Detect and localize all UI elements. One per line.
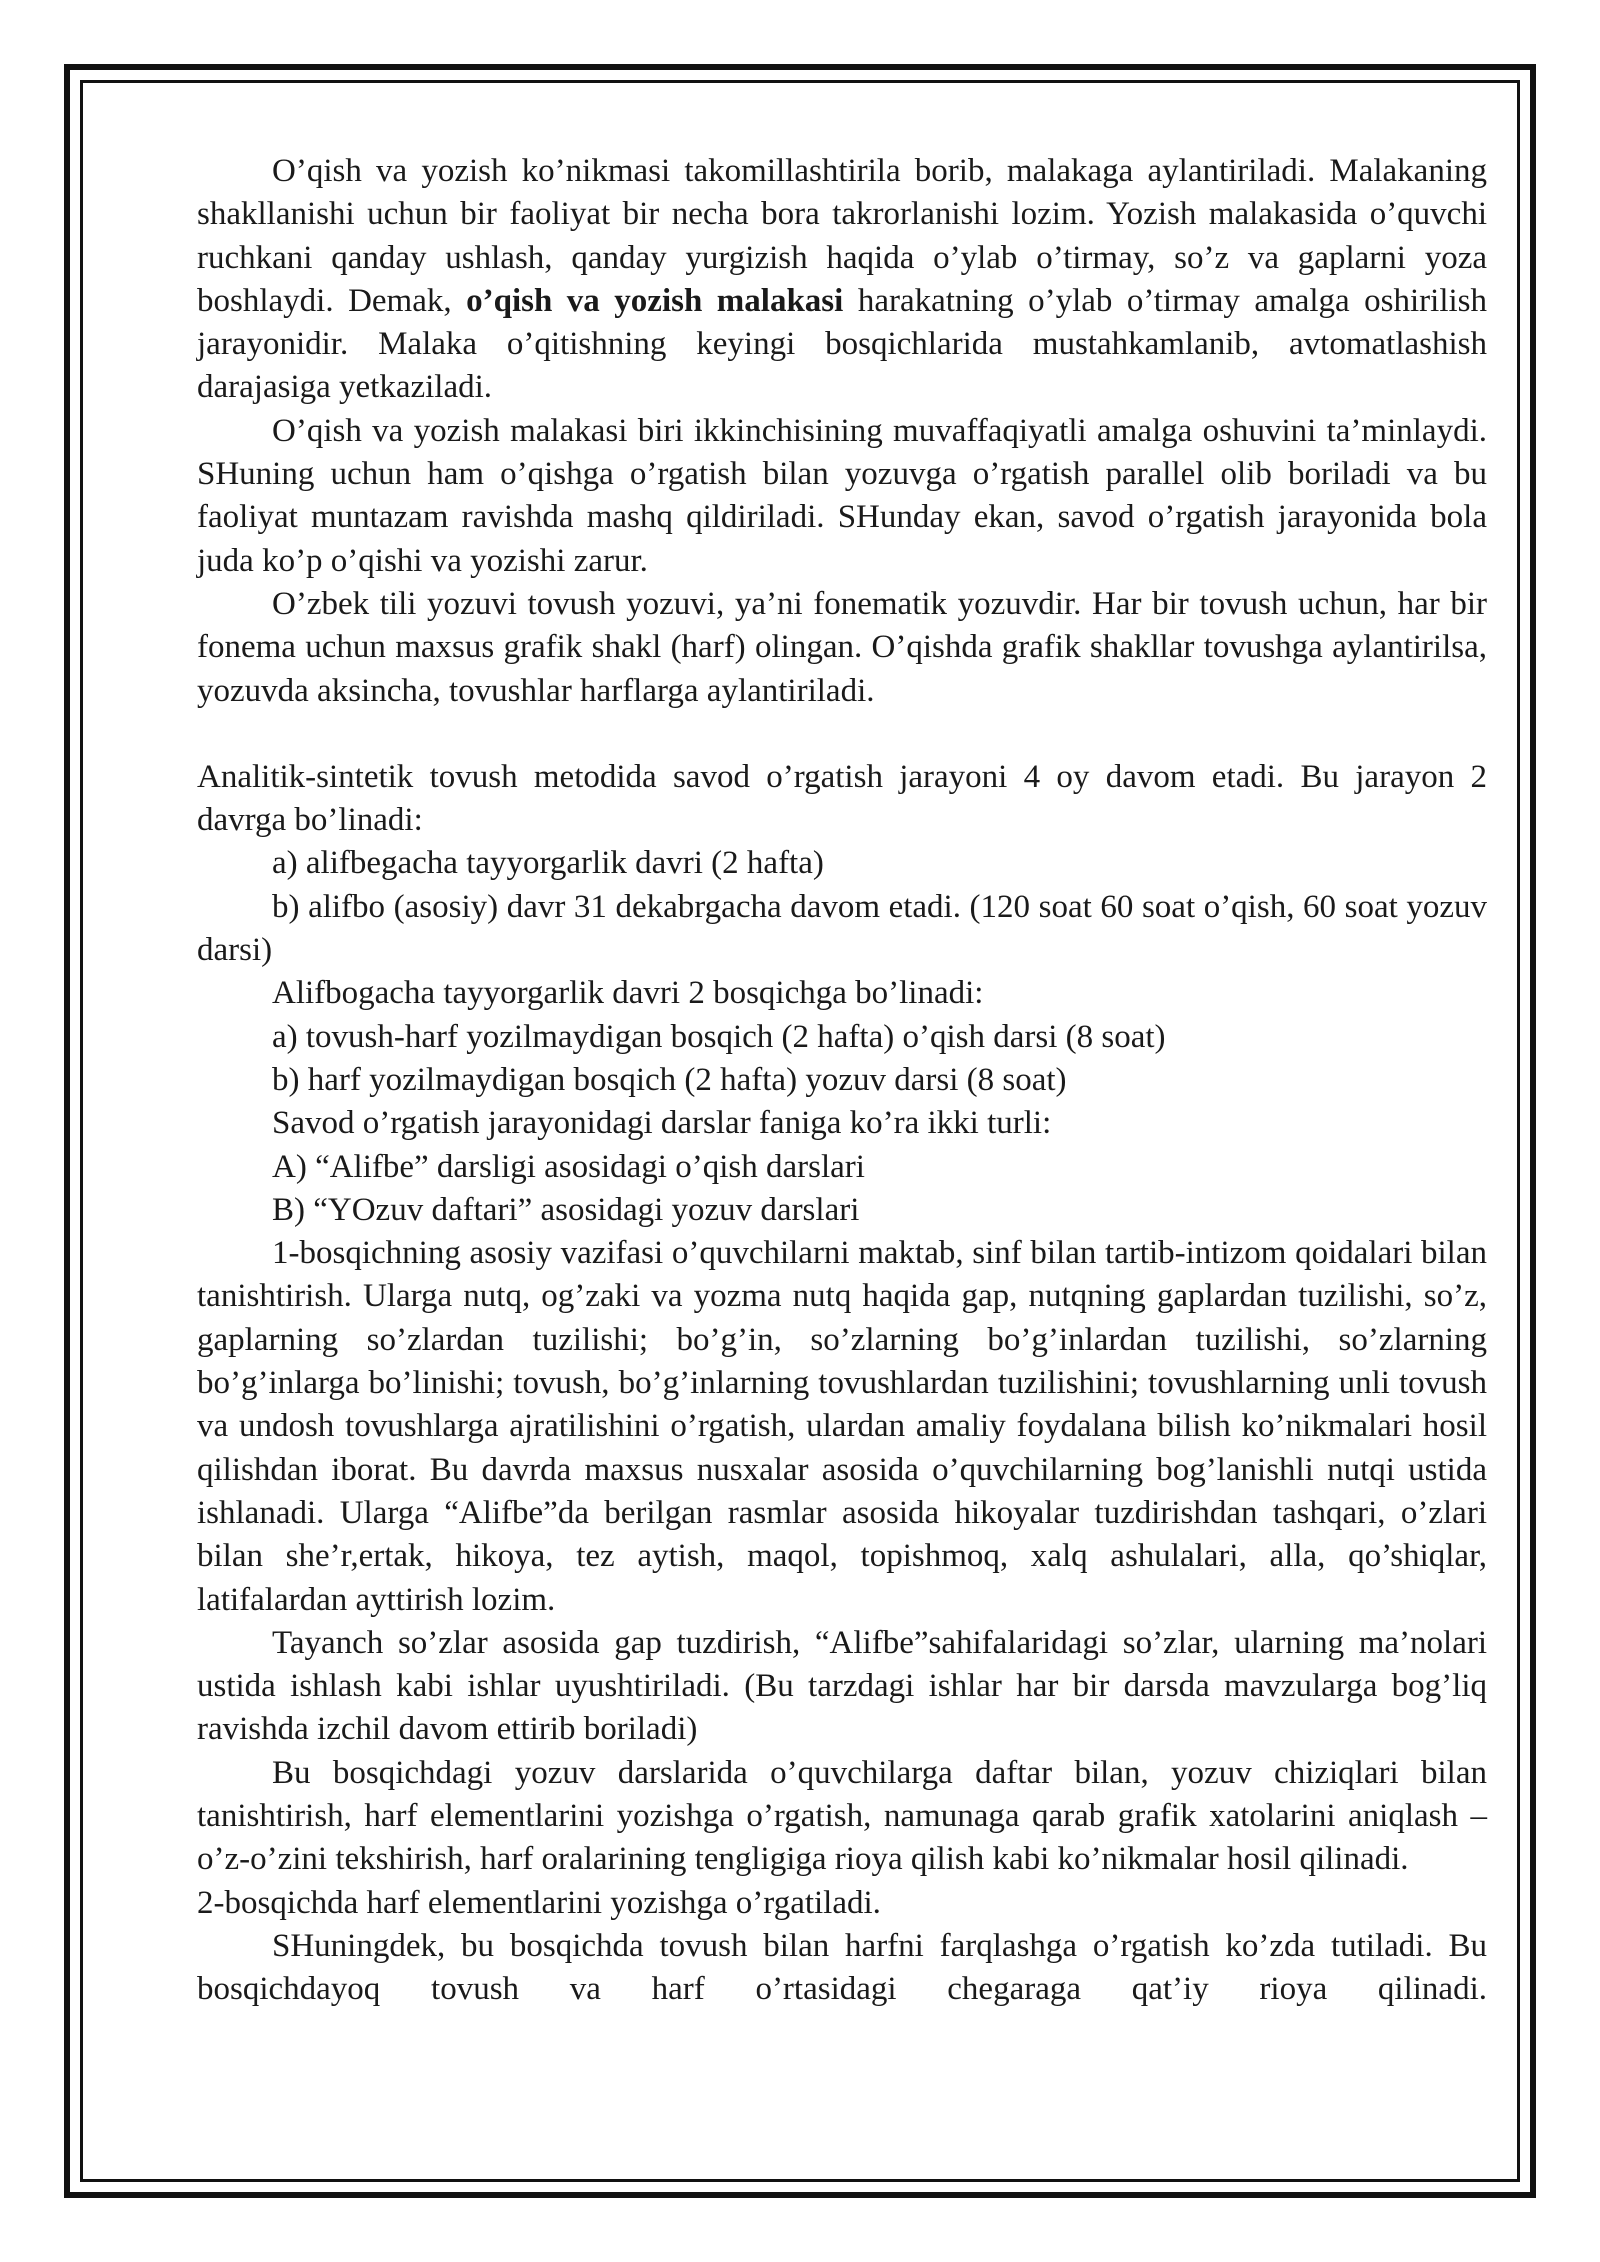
- paragraph: 2-bosqichda harf elementlarini yozishga o’rgatiladi.: [197, 1884, 881, 1921]
- bold-term: o’qish va yozish malakasi: [466, 282, 844, 319]
- paragraph-reading-writing-skill: [197, 150, 1487, 410]
- paragraph: 1-bosqichning asosiy vazifasi o’quvchilarni maktab, sinf bilan tartib-intizom qoidalari bilan tanishtirish. Ularga nutq, og’zaki va yozma nutq haqida gap, nutqning gaplardan tuzilishi, so’z, gaplarning so’zlardan tuzilishi; bo’g’in, so’zlarning bo’g’inlardan tuzilishi, so’zlarning bo’g’inlarga bo’linishi; tovush, bo’g’inlarning tovushlardan tuzilishini; tovushlarning unli tovush va undosh tovushlarga ajratilishini o’rgatish, ulardan amaliy foydalana bilish ko’nikmalari hosil qilishdan iborat. Bu davrda maxsus nusxalar asosida o’quvchilarning bog’lanishli nutqi ustida ishlanadi. Ularga “Alifbe”da berilgan rasmlar asosida hikoyalar tuzdirishdan tashqari, o’zlari bilan she’r,ertak, hikoya, tez aytish, maqol, topishmoq, xalq ashulalari, alla, qo’shiqlar, latifalardan ayttirish lozim.: [197, 1235, 1487, 1618]
- list-item: a) alifbegacha tayyorgarlik davri (2 hafta): [272, 845, 824, 882]
- list-item: b) alifbo (asosiy) davr 31 dekabrgacha davom etadi. (120 soat 60 soat o’qish, 60 soat yozuv darsi): [197, 888, 1487, 969]
- document-body: [197, 150, 1487, 2011]
- paragraph: Alifbogacha tayyorgarlik davri 2 bosqichga bo’linadi:: [272, 975, 984, 1012]
- paragraph: Bu bosqichdagi yozuv darslarida o’quvchilarga daftar bilan, yozuv chiziqlari bilan tanishtirish, harf elementlarini yozishga o’rgatish, namunaga qarab grafik xatolarini aniqlash – o’z-o’zini tekshirish, harf oralarining tengligiga rioya qilish kabi ko’nikmalar hosil qilinadi.: [197, 1754, 1487, 1878]
- paragraph: SHuningdek, bu bosqichda tovush bilan harfni farqlashga o’rgatish ko’zda tutiladi. Bu bosqichdayoq tovush va harf o’rtasidagi chegaraga qat’iy rioya qilinadi.: [197, 1927, 1487, 2008]
- paragraph-text: O’qish va yozish ko’nikmasi takomillashtirila borib, malakaga aylantiriladi. Malakaning shakllanishi uchun bir faoliyat bir necha bora takrorlanishi lozim. Yozish malakasida o’quvchi ruchkani qanday ushlash, qanday yurgizish haqida o’ylab o’tirmay, so’z va gaplarni yoza boshlaydi. Demak,: [197, 153, 1487, 319]
- paragraph: Savod o’rgatish jarayonidagi darslar faniga ko’ra ikki turli:: [272, 1105, 1052, 1142]
- paragraph: O’qish va yozish malakasi biri ikkinchisining muvaffaqiyatli amalga oshuvini ta’minlaydi. SHuning uchun ham o’qishga o’rgatish bilan yozuvga o’rgatish parallel olib boriladi va bu faoliyat muntazam ravishda mashq qildiriladi. SHunday ekan, savod o’rgatish jarayonida bola juda ko’p o’qishi va yozishi zarur.: [197, 412, 1487, 579]
- list-item: A) “Alifbe” darsligi asosidagi o’qish darslari: [272, 1148, 865, 1185]
- list-item: b) harf yozilmaydigan bosqich (2 hafta) yozuv darsi (8 soat): [272, 1061, 1067, 1098]
- paragraph-spacer: [197, 713, 1487, 756]
- paragraph: Tayanch so’zlar asosida gap tuzdirish, “Alifbe”sahifalaridagi so’zlar, ularning ma’nolari ustida ishlash kabi ishlar uyushtiriladi. (Bu tarzdagi ishlar har bir darsda mavzularga bog’liq ravishda izchil davom ettirib boriladi): [197, 1624, 1487, 1748]
- paragraph-text: harakatning o’ylab o’tirmay amalga oshirilish jarayonidir. Malaka o’qitishning keyingi bosqichlarida mustahkamlanib, avtomatlashish darajasiga yetkaziladi.: [197, 282, 1488, 406]
- list-item: B) “YOzuv daftari” asosidagi yozuv darslari: [272, 1191, 860, 1228]
- list-item: a) tovush-harf yozilmaydigan bosqich (2 hafta) o’qish darsi (8 soat): [272, 1018, 1166, 1055]
- paragraph: Analitik-sintetik tovush metodida savod o’rgatish jarayoni 4 oy davom etadi. Bu jarayon 2 davrga bo’linadi:: [197, 758, 1487, 839]
- paragraph: O’zbek tili yozuvi tovush yozuvi, ya’ni fonematik yozuvdir. Har bir tovush uchun, har bir fonema uchun maxsus grafik shakl (harf) olingan. O’qishda grafik shakllar tovushga aylantirilsa, yozuvda aksincha, tovushlar harflarga aylantiriladi.: [197, 585, 1487, 709]
